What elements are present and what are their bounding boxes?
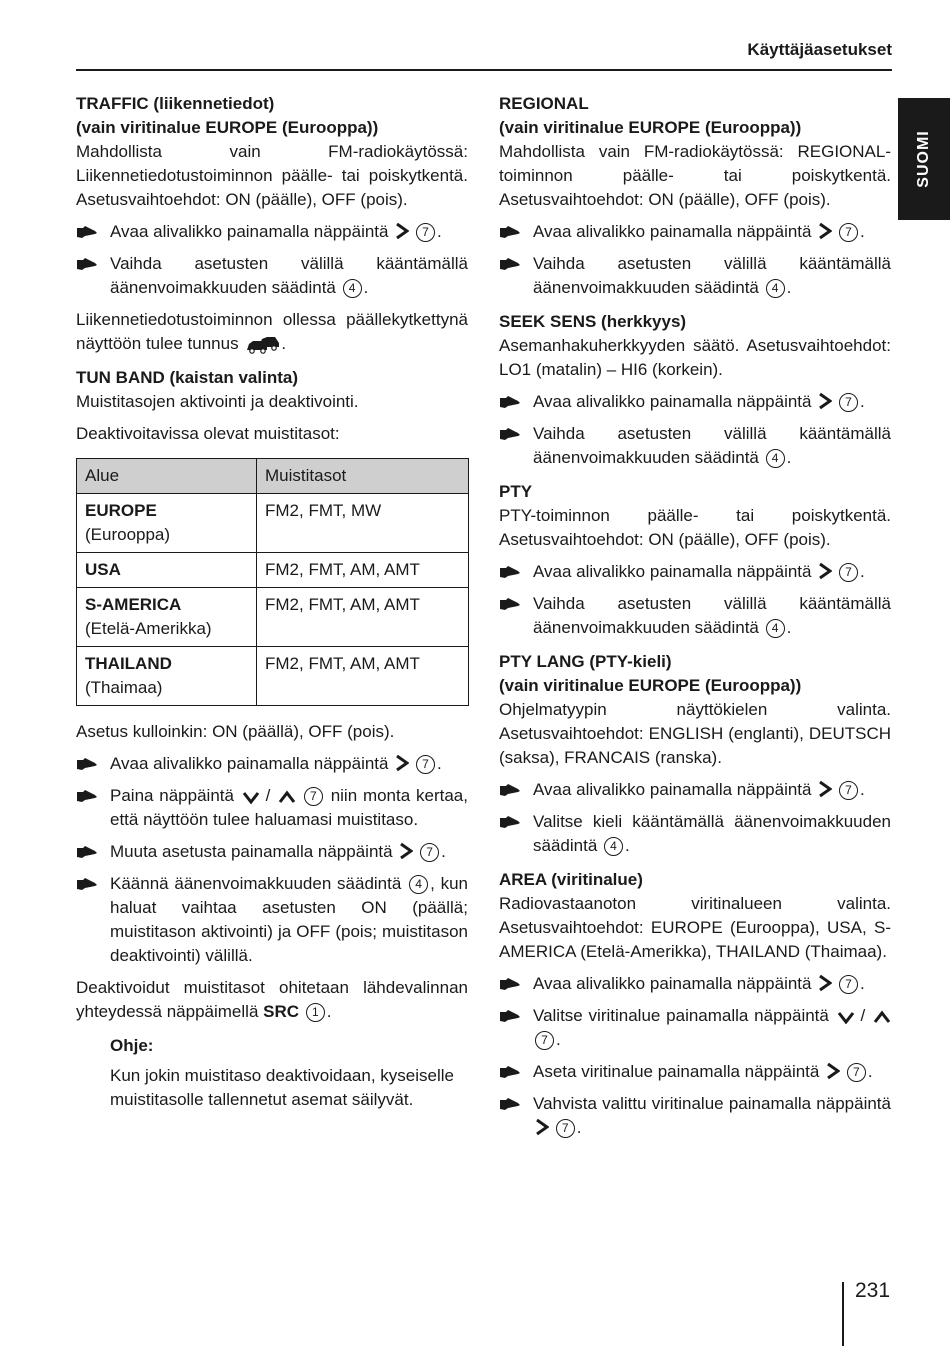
table-row — [77, 588, 469, 647]
pointing-hand-icon — [499, 977, 521, 991]
chevron-up-icon — [873, 1010, 891, 1024]
chevron-right-icon — [395, 754, 409, 772]
ptylang-subtitle: (vain viritinalue EUROPE (Eurooppa)) — [499, 676, 802, 695]
memory-levels-table — [76, 458, 469, 706]
step-item — [499, 1092, 891, 1140]
regional-steps — [499, 220, 891, 300]
area-description: Radiovastaanoton viritinalueen valinta. Asetusvaihtoehdot: EUROPE (Eurooppa), USA, S-AMERICA (Etelä-Amerikka), THAILAND (Thaimaa). — [499, 894, 891, 961]
ptylang-steps — [499, 778, 891, 858]
tunband-steps — [76, 752, 468, 968]
table-cell-levels: FM2, FMT, AM, AMT — [257, 588, 469, 647]
note-box — [76, 1034, 468, 1112]
period: . — [859, 392, 865, 411]
key-7-badge: 7 — [847, 1063, 866, 1082]
key-7-badge: 7 — [416, 755, 435, 774]
chevron-right-icon — [818, 222, 832, 240]
period: . — [859, 780, 865, 799]
regional-title: REGIONAL — [499, 94, 589, 113]
step-item — [499, 1060, 891, 1084]
chevron-up-icon — [278, 790, 296, 804]
step-text: Muuta asetusta painamalla näppäintä — [110, 842, 393, 861]
pointing-hand-icon — [499, 427, 521, 441]
table-row — [77, 647, 469, 706]
key-7-badge: 7 — [839, 781, 858, 800]
pty-section — [499, 480, 891, 640]
pointing-hand-icon — [499, 225, 521, 239]
pointing-hand-icon — [499, 1009, 521, 1023]
step-text: Vaihda asetusten välillä kääntämällä äänenvoimakkuuden säädintä — [533, 424, 891, 467]
tunband-description: Muistitasojen aktivointi ja deaktivointi. — [76, 392, 359, 411]
step-text: Vahvista valittu viritinalue painamalla näppäintä — [533, 1094, 891, 1113]
step-text: Avaa alivalikko painamalla näppäintä — [533, 780, 812, 799]
step-item — [499, 778, 891, 802]
traffic-section — [76, 92, 468, 356]
left-column — [76, 92, 468, 1122]
area-steps — [499, 972, 891, 1140]
table-cell-levels: FM2, FMT, AM, AMT — [257, 553, 469, 588]
step-text: Avaa alivalikko painamalla näppäintä — [533, 562, 812, 581]
traffic-note-text: Liikennetiedotustoiminnon ollessa päällekytkettynä näyttöön tulee tunnus — [76, 310, 468, 353]
period: . — [576, 1118, 582, 1137]
key-4-badge: 4 — [766, 619, 785, 638]
period: . — [867, 1062, 873, 1081]
seeksens-steps — [499, 390, 891, 470]
pointing-hand-icon — [76, 877, 98, 891]
key-7-badge: 7 — [420, 843, 439, 862]
key-4-badge: 4 — [766, 449, 785, 468]
key-7-badge: 7 — [535, 1031, 554, 1050]
key-4-badge: 4 — [409, 875, 428, 894]
region-name: EUROPE — [85, 501, 157, 520]
step-text: Paina näppäintä — [110, 786, 234, 805]
region-name: THAILAND — [85, 654, 172, 673]
step-text-continued: niin monta kertaa, että näyttöön tulee haluamasi muistitaso. — [110, 786, 468, 829]
tunband-description-2: Deaktivoitavissa olevat muistitasot: — [76, 424, 340, 443]
slash: / — [265, 786, 271, 805]
key-7-badge: 7 — [839, 563, 858, 582]
step-text: Käännä äänenvoimakkuuden säädintä — [110, 874, 402, 893]
step-item — [76, 220, 468, 244]
tunband-after — [76, 976, 468, 1024]
ptylang-section — [499, 650, 891, 858]
step-text: Avaa alivalikko painamalla näppäintä — [533, 974, 812, 993]
chevron-right-icon — [818, 974, 832, 992]
pointing-hand-icon — [76, 225, 98, 239]
step-item — [499, 592, 891, 640]
table-cell-region — [77, 494, 257, 553]
traffic-subtitle: (vain viritinalue EUROPE (Eurooppa)) — [76, 118, 379, 137]
chevron-right-icon — [535, 1118, 549, 1136]
traffic-steps — [76, 220, 468, 300]
period: . — [441, 842, 446, 861]
period: . — [859, 562, 865, 581]
period: . — [436, 754, 442, 773]
key-4-badge: 4 — [604, 837, 623, 856]
note-text: Kun jokin muistitaso deaktivoidaan, kyseiselle muistitasolle tallennetut asemat säilyvät. — [110, 1066, 454, 1109]
traffic-note — [76, 308, 468, 356]
regional-subtitle: (vain viritinalue EUROPE (Eurooppa)) — [499, 118, 802, 137]
step-item — [499, 810, 891, 858]
chevron-down-icon — [242, 790, 260, 804]
key-7-badge: 7 — [556, 1119, 575, 1138]
tunband-after-text: Deaktivoidut muistitasot ohitetaan lähdevalinnan yhteydessä näppäimellä — [76, 978, 468, 1021]
note-title: Ohje: — [110, 1036, 154, 1055]
table-header-row — [77, 459, 469, 494]
period: . — [436, 222, 442, 241]
step-item — [76, 872, 468, 968]
step-item — [76, 840, 468, 864]
period: . — [363, 278, 369, 297]
pointing-hand-icon — [499, 597, 521, 611]
step-text: Valitse viritinalue painamalla näppäintä — [533, 1006, 829, 1025]
table-header-levels: Muistitasot — [257, 459, 469, 494]
key-4-badge: 4 — [766, 279, 785, 298]
pointing-hand-icon — [76, 845, 98, 859]
table-header-region: Alue — [77, 459, 257, 494]
chevron-right-icon — [818, 780, 832, 798]
traffic-jam-icon — [245, 334, 281, 354]
tunband-title: TUN BAND (kaistan valinta) — [76, 368, 298, 387]
step-text: Avaa alivalikko painamalla näppäintä — [533, 222, 812, 241]
step-text: Valitse kieli kääntämällä äänenvoimakkuuden säädintä — [533, 812, 891, 855]
step-item — [76, 252, 468, 300]
pointing-hand-icon — [76, 757, 98, 771]
step-text: Avaa alivalikko painamalla näppäintä — [110, 754, 389, 773]
pty-steps — [499, 560, 891, 640]
key-7-badge: 7 — [416, 223, 435, 242]
period: . — [281, 334, 287, 353]
pointing-hand-icon — [499, 395, 521, 409]
traffic-description: Mahdollista vain FM-radiokäytössä: Liikennetiedotustoiminnon päälle- tai poiskytkentä. Asetusvaihtoehdot: ON (päälle), OFF (pois). — [76, 142, 468, 209]
step-item — [499, 1004, 891, 1052]
step-item — [76, 784, 468, 832]
language-tab-label: SUOMI — [915, 130, 932, 188]
pointing-hand-icon — [76, 789, 98, 803]
step-item — [499, 252, 891, 300]
seeksens-description: Asemanhakuherkkyyden säätö. Asetusvaihtoehdot: LO1 (matalin) – HI6 (korkein). — [499, 336, 891, 379]
table-cell-region — [77, 553, 257, 588]
region-name: S-AMERICA — [85, 595, 182, 614]
pty-description: PTY-toiminnon päälle- tai poiskytkentä. Asetusvaihtoehdot: ON (päälle), OFF (pois). — [499, 506, 891, 549]
page-number: 231 — [855, 1279, 891, 1302]
step-text: Vaihda asetusten välillä kääntämällä äänenvoimakkuuden säädintä — [533, 594, 891, 637]
chevron-right-icon — [818, 562, 832, 580]
step-text: Avaa alivalikko painamalla näppäintä — [110, 222, 389, 241]
step-text: Vaihda asetusten välillä kääntämällä äänenvoimakkuuden säädintä — [110, 254, 468, 297]
key-7-badge: 7 — [304, 787, 323, 806]
key-7-badge: 7 — [839, 223, 858, 242]
header-rule — [76, 69, 892, 71]
step-item — [499, 220, 891, 244]
chevron-right-icon — [395, 222, 409, 240]
region-subtitle: (Eurooppa) — [85, 525, 171, 544]
period: . — [625, 836, 630, 855]
regional-section — [499, 92, 891, 300]
period: . — [786, 278, 792, 297]
table-cell-region — [77, 588, 257, 647]
table-cell-levels: FM2, FMT, MW — [257, 494, 469, 553]
period: . — [859, 222, 865, 241]
region-subtitle: (Etelä-Amerikka) — [85, 619, 212, 638]
table-row — [77, 553, 469, 588]
seeksens-section — [499, 310, 891, 470]
step-item — [76, 752, 468, 776]
step-item — [499, 422, 891, 470]
pointing-hand-icon — [499, 257, 521, 271]
header-title: Käyttäjäasetukset — [747, 40, 892, 59]
chevron-right-icon — [399, 842, 413, 860]
pointing-hand-icon — [499, 565, 521, 579]
key-7-badge: 7 — [839, 393, 858, 412]
pointing-hand-icon — [499, 815, 521, 829]
region-name: USA — [85, 560, 121, 579]
step-text: Avaa alivalikko painamalla näppäintä — [533, 392, 812, 411]
ptylang-description: Ohjelmatyypin näyttökielen valinta. Asetusvaihtoehdot: ENGLISH (englanti), DEUTSCH (saksa), FRANCAIS (ranska). — [499, 700, 891, 767]
seeksens-title: SEEK SENS (herkkyys) — [499, 312, 687, 331]
period: . — [326, 1002, 332, 1021]
key-1-badge: 1 — [306, 1003, 325, 1022]
ptylang-title: PTY LANG (PTY-kieli) — [499, 652, 672, 671]
period: . — [786, 618, 792, 637]
step-item — [499, 972, 891, 996]
pointing-hand-icon — [499, 1097, 521, 1111]
page-number-rule — [842, 1282, 844, 1346]
pointing-hand-icon — [499, 783, 521, 797]
period: . — [859, 974, 865, 993]
table-cell-levels: FM2, FMT, AM, AMT — [257, 647, 469, 706]
regional-description: Mahdollista vain FM-radiokäytössä: REGIONAL-toiminnon päälle- tai poiskytkentä. Asetusvaihtoehdot: ON (päälle), OFF (pois). — [499, 142, 891, 209]
step-item — [499, 390, 891, 414]
period: . — [786, 448, 792, 467]
pointing-hand-icon — [499, 1065, 521, 1079]
area-section — [499, 868, 891, 1140]
region-subtitle: (Thaimaa) — [85, 678, 163, 697]
table-row — [77, 494, 469, 553]
right-column — [499, 92, 891, 1150]
tunband-section — [76, 366, 468, 1112]
chevron-right-icon — [826, 1062, 840, 1080]
chevron-down-icon — [837, 1010, 855, 1024]
tunband-setting: Asetus kulloinkin: ON (päällä), OFF (pois). — [76, 722, 395, 741]
key-4-badge: 4 — [343, 279, 362, 298]
step-text: Aseta viritinalue painamalla näppäintä — [533, 1062, 820, 1081]
src-key-label: SRC — [263, 1002, 300, 1021]
table-cell-region — [77, 647, 257, 706]
pty-title: PTY — [499, 482, 533, 501]
area-title: AREA (viritinalue) — [499, 870, 643, 889]
pointing-hand-icon — [76, 257, 98, 271]
slash: / — [860, 1006, 866, 1025]
step-item — [499, 560, 891, 584]
step-text: Vaihda asetusten välillä kääntämällä äänenvoimakkuuden säädintä — [533, 254, 891, 297]
chevron-right-icon — [818, 392, 832, 410]
key-7-badge: 7 — [839, 975, 858, 994]
period: . — [556, 1030, 561, 1049]
language-tab — [898, 98, 950, 220]
step-text-continued: , kun haluat vaihtaa asetusten ON (päällä; muistitason aktivointi) ja OFF (pois; muistitason deaktivointi) välillä. — [110, 874, 468, 965]
traffic-title: TRAFFIC (liikennetiedot) — [76, 94, 275, 113]
